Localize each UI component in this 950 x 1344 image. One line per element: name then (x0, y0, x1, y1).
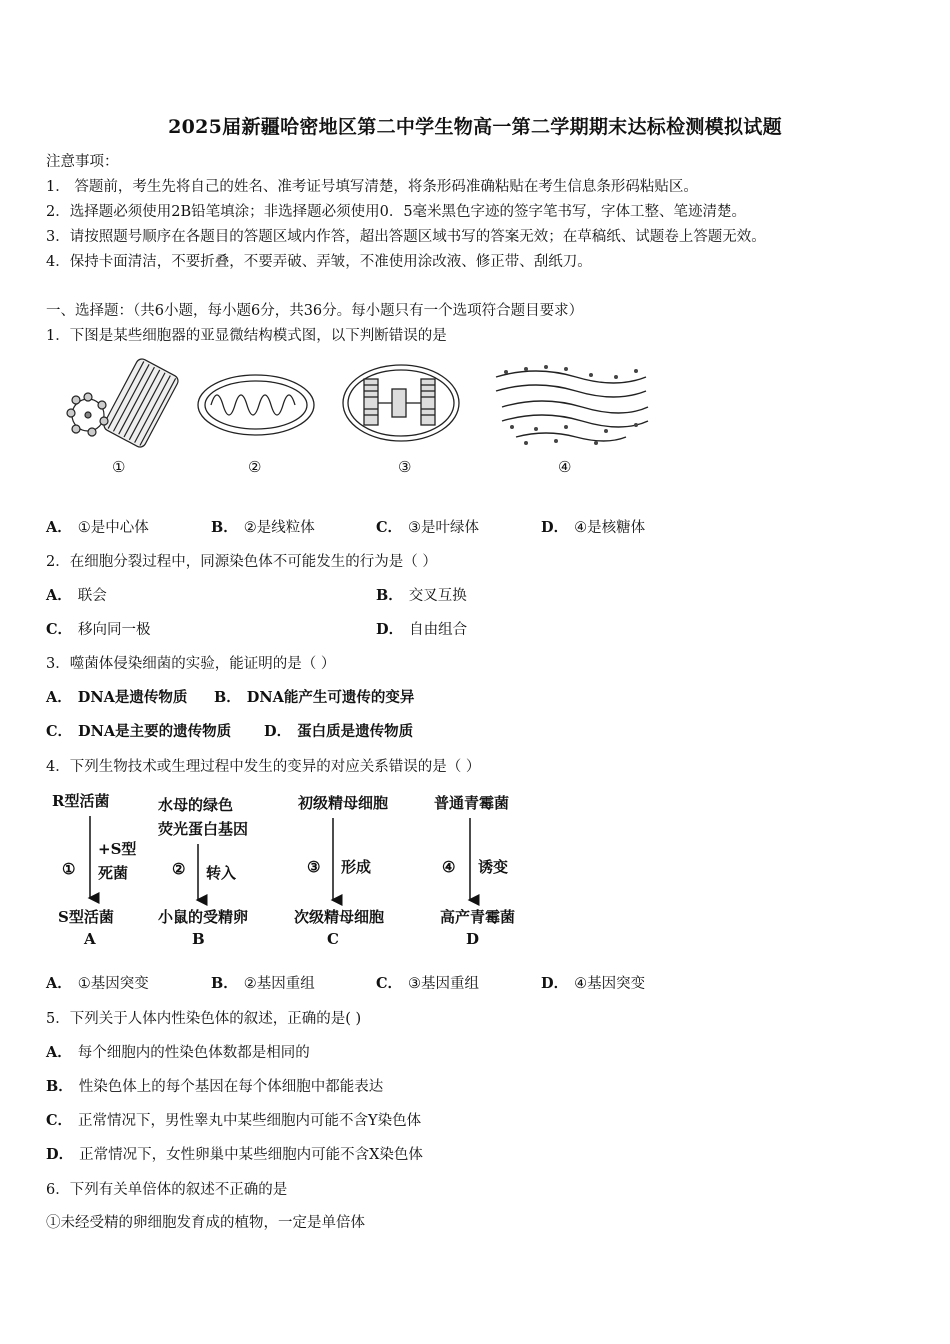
q5-option-d[interactable]: D． 正常情况下，女性卵巢中某些细胞内可能不含X染色体 (46, 1146, 423, 1163)
fig-label-2: ② (248, 458, 262, 476)
q1-option-c[interactable]: C． ③是叶绿体 (376, 519, 480, 536)
q6-stem: 6．下列有关单倍体的叙述不正确的是 (46, 1182, 288, 1198)
q4-panel-c (294, 794, 388, 948)
fig-label-1: ① (112, 458, 126, 476)
q4-panel-a (52, 792, 136, 948)
q1-option-b[interactable]: B． ②是线粒体 (211, 519, 315, 536)
svg-text:①: ① (62, 860, 76, 878)
q1-organelle-figure (46, 355, 666, 485)
chloroplast-drawing (343, 365, 459, 441)
q5-option-a[interactable]: A． 每个细胞内的性染色体数都是相同的 (46, 1044, 310, 1061)
notice-heading: 注意事项： (46, 154, 119, 170)
q5-stem: 5．下列关于人体内性染色体的叙述，正确的是( ) (46, 1011, 362, 1027)
svg-text:转入: 转入 (206, 864, 237, 882)
q2-option-d[interactable]: D． 自由组合 (376, 621, 468, 638)
svg-text:死菌: 死菌 (98, 864, 129, 882)
svg-text:S型活菌: S型活菌 (58, 908, 114, 926)
q3-option-c[interactable]: C． DNA是主要的遗传物质 (46, 723, 232, 740)
svg-text:次级精母细胞: 次级精母细胞 (294, 908, 385, 926)
notice-item-2: 2．选择题必须使用2B铅笔填涂；非选择题必须使用0．5毫米黑色字迹的签字笔书写，字体工整、笔迹清楚。 (46, 204, 747, 220)
svg-text:形成: 形成 (341, 858, 372, 876)
q4-process-figure (46, 788, 546, 953)
fig-label-4: ④ (558, 458, 572, 476)
svg-text:③: ③ (307, 858, 321, 876)
q2-option-b[interactable]: B． 交叉互换 (376, 587, 467, 604)
section-heading: 一、选择题：（共6小题，每小题6分，共36分。每小题只有一个选项符合题目要求） (46, 303, 584, 319)
svg-text:④: ④ (442, 858, 456, 876)
centriole-drawing (67, 357, 180, 449)
svg-text:初级精母细胞: 初级精母细胞 (298, 794, 389, 812)
q3-option-b[interactable]: B． DNA能产生可遗传的变异 (214, 689, 415, 706)
svg-text:B: B (192, 930, 205, 948)
q5-option-b[interactable]: B． 性染色体上的每个基因在每个体细胞中都能表达 (46, 1078, 384, 1095)
q2-stem: 2．在细胞分裂过程中，同源染色体不可能发生的行为是（ ） (46, 554, 437, 570)
q3-option-a[interactable]: A． DNA是遗传物质 (46, 689, 188, 706)
q3-stem: 3．噬菌体侵染细菌的实验，能证明的是（ ） (46, 656, 336, 672)
svg-text:高产青霉菌: 高产青霉菌 (440, 908, 516, 926)
mitochondrion-drawing (198, 375, 314, 435)
q4-panel-b (158, 796, 248, 948)
q1-stem: 1．下图是某些细胞器的亚显微结构模式图，以下判断错误的是 (46, 328, 447, 344)
svg-text:水母的绿色: 水母的绿色 (158, 796, 234, 814)
svg-text:+S型: +S型 (98, 840, 137, 858)
q4-stem: 4．下列生物技术或生理过程中发生的变异的对应关系错误的是（ ） (46, 759, 481, 775)
svg-text:D: D (466, 930, 480, 948)
svg-text:诱变: 诱变 (478, 858, 509, 876)
svg-text:荧光蛋白基因: 荧光蛋白基因 (158, 820, 249, 838)
notice-item-4: 4．保持卡面清洁，不要折叠，不要弄破、弄皱，不准使用涂改液、修正带、刮纸刀。 (46, 254, 592, 270)
q1-option-a[interactable]: A． ①是中心体 (46, 519, 149, 536)
notice-item-1: 1． 答题前，考生先将自己的姓名、准考证号填写清楚，将条形码准确粘贴在考生信息条形码粘贴区。 (46, 179, 698, 195)
q2-option-a[interactable]: A． 联会 (46, 587, 107, 604)
svg-text:小鼠的受精卵: 小鼠的受精卵 (158, 908, 249, 926)
svg-text:R型活菌: R型活菌 (52, 792, 110, 810)
svg-text:普通青霉菌: 普通青霉菌 (434, 794, 510, 812)
page-title: 2025届新疆哈密地区第二中学生物高一第二学期期末达标检测模拟试题 (168, 116, 782, 138)
q6-item-1: ①未经受精的卵细胞发育成的植物，一定是单倍体 (46, 1215, 365, 1231)
endoplasmic-reticulum-drawing (496, 365, 648, 445)
svg-text:A: A (84, 930, 96, 948)
q4-option-c[interactable]: C． ③基因重组 (376, 975, 480, 992)
q4-option-d[interactable]: D． ④基因突变 (541, 975, 646, 992)
svg-text:②: ② (172, 860, 186, 878)
notice-item-3: 3．请按照题号顺序在各题目的答题区域内作答，超出答题区域书写的答案无效；在草稿纸、试题卷上答题无效。 (46, 229, 766, 245)
q4-option-b[interactable]: B． ②基因重组 (211, 975, 315, 992)
fig-label-3: ③ (398, 458, 412, 476)
q4-option-a[interactable]: A． ①基因突变 (46, 975, 149, 992)
q3-option-d[interactable]: D． 蛋白质是遗传物质 (264, 723, 414, 740)
q1-option-d[interactable]: D． ④是核糖体 (541, 519, 646, 536)
q5-option-c[interactable]: C． 正常情况下，男性睾丸中某些细胞内可能不含Y染色体 (46, 1112, 422, 1129)
q4-panel-d (434, 794, 515, 948)
q2-option-c[interactable]: C． 移向同一极 (46, 621, 151, 638)
svg-text:C: C (327, 930, 339, 948)
